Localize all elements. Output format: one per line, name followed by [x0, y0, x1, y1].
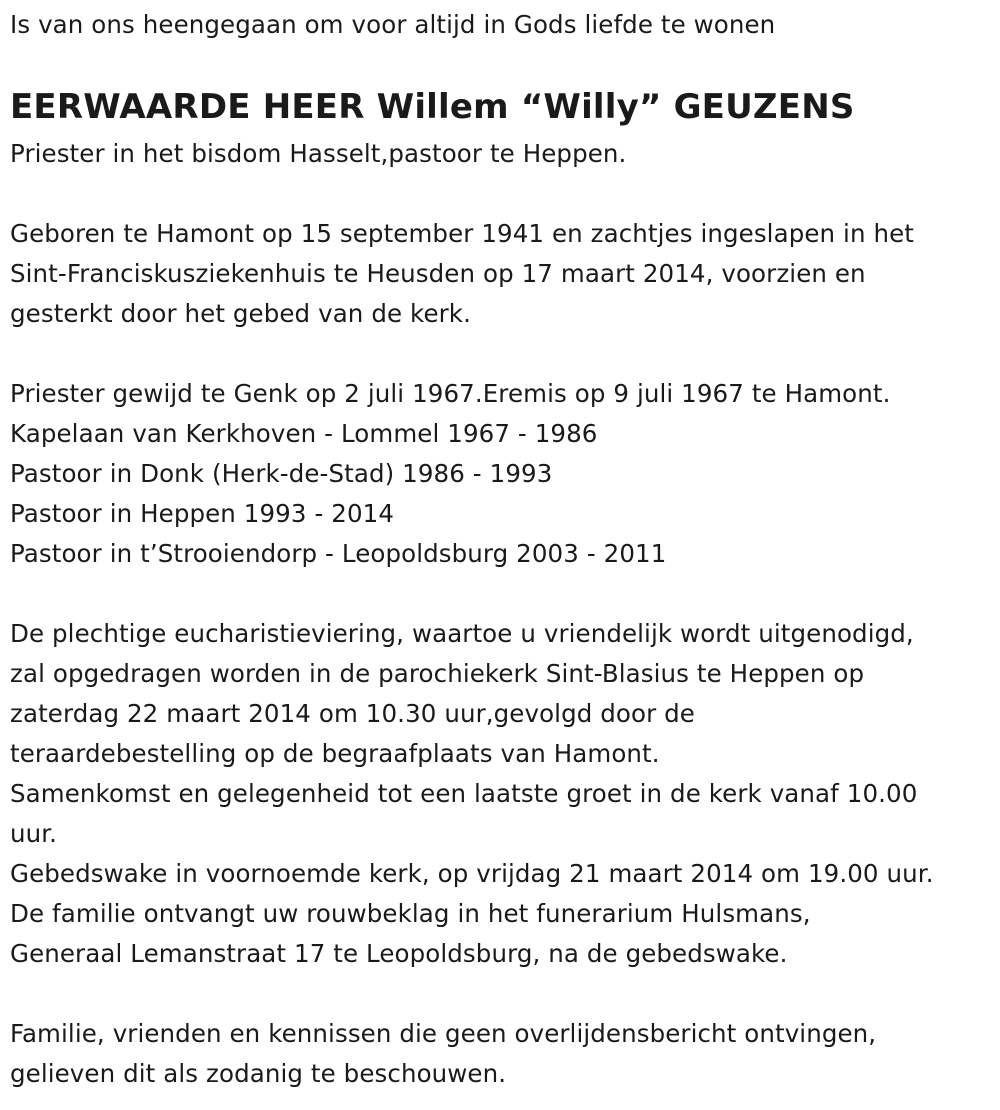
birth-line: Geboren te Hamont op 15 september 1941 en zachtjes ingeslapen in het — [10, 219, 914, 248]
closing-line: gelieven dit als zodanig te beschouwen. — [10, 1059, 507, 1088]
closing-line: Familie, vrienden en kennissen die geen overlijdensbericht ontvingen, — [10, 1019, 877, 1048]
service-line: zal opgedragen worden in de parochiekerk Sint-Blasius te Heppen op — [10, 659, 865, 688]
service-line: De familie ontvangt uw rouwbeklag in het funerarium Hulsmans, — [10, 899, 811, 928]
closing-paragraph — [10, 1014, 876, 1094]
career-line: Priester gewijd te Genk op 2 juli 1967.Eremis op 9 juli 1967 te Hamont. — [10, 379, 891, 408]
service-line: De plechtige eucharistieviering, waartoe u vriendelijk wordt uitgenodigd, — [10, 619, 914, 648]
birth-line: gesterkt door het gebed van de kerk. — [10, 299, 471, 328]
deceased-name: EERWAARDE HEER Willem “Willy” GEUZENS — [10, 87, 855, 127]
service-line: Gebedswake in voornoemde kerk, op vrijdag 21 maart 2014 om 19.00 uur. — [10, 859, 934, 888]
service-line: uur. — [10, 819, 58, 848]
subtitle-text: Priester in het bisdom Hasselt,pastoor te Heppen. — [10, 139, 627, 168]
service-line: Generaal Lemanstraat 17 te Leopoldsburg, na de gebedswake. — [10, 939, 788, 968]
service-line: teraardebestelling op de begraafplaats van Hamont. — [10, 739, 660, 768]
intro-text: Is van ons heengegaan om voor altijd in Gods liefde te wonen — [10, 10, 776, 39]
career-line: Pastoor in Donk (Herk-de-Stad) 1986 - 1993 — [10, 459, 553, 488]
career-line: Pastoor in Heppen 1993 - 2014 — [10, 499, 395, 528]
service-line: zaterdag 22 maart 2014 om 10.30 uur,gevolgd door de — [10, 699, 695, 728]
career-line: Pastoor in t’Strooiendorp - Leopoldsburg 2003 - 2011 — [10, 539, 667, 568]
career-paragraph — [10, 374, 891, 574]
birth-line: Sint-Franciskusziekenhuis te Heusden op 17 maart 2014, voorzien en — [10, 259, 866, 288]
service-line: Samenkomst en gelegenheid tot een laatste groet in de kerk vanaf 10.00 — [10, 779, 918, 808]
service-paragraph — [10, 614, 934, 974]
subtitle-block — [10, 134, 626, 174]
career-line: Kapelaan van Kerkhoven - Lommel 1967 - 1986 — [10, 419, 598, 448]
birth-paragraph — [10, 214, 914, 334]
